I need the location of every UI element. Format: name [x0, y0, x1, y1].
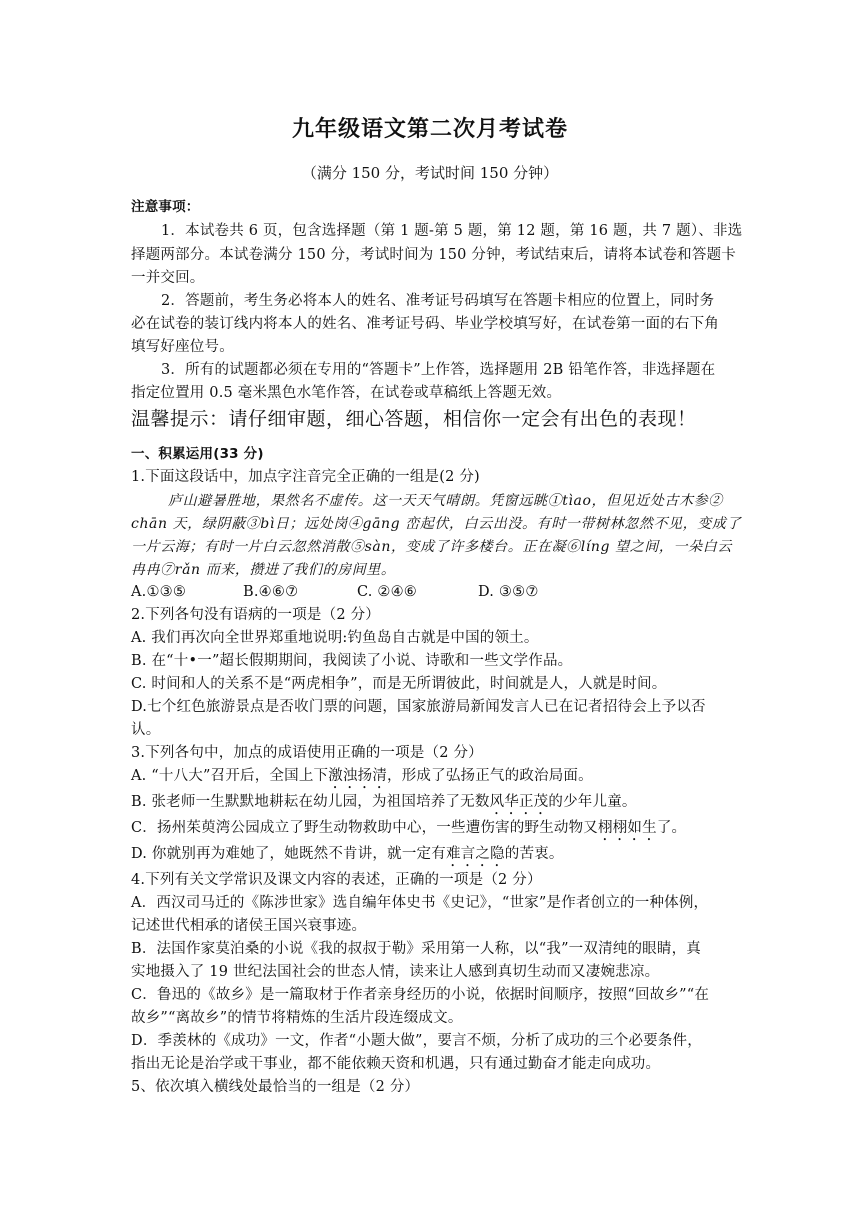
- notice-line: 择题两部分。本试卷满分 150 分，考试时间为 150 分钟，考试结束后，请将本试卷和答题卡: [131, 247, 736, 263]
- question-4-line: A．西汉司马迁的《陈涉世家》选自编年体史书《史记》，“世家”是作者创立的一种体例，: [131, 895, 709, 911]
- question-2-line: A. 我们再次向全世界郑重地说明:钓鱼岛自古就是中国的领土。: [131, 630, 539, 646]
- notice-line: 必在试卷的装订线内将本人的姓名、准考证号码、毕业学校填写好，在试卷第一面的右下角: [131, 316, 719, 332]
- passage-line: chān 天，绿阴蔽③bì日；远处岗④gāng 峦起伏，白云出没。有时一带树林忽然不见，变成了: [131, 516, 742, 532]
- question-4-line: 指出无论是治学或干事业，都不能依赖天资和机遇，只有通过勤奋才能走向成功。: [131, 1056, 661, 1072]
- emphasized-idiom: 栩栩如生: [598, 820, 657, 836]
- question-1-stem: 1.下面这段话中，加点字注音完全正确的一组是(2 分): [131, 469, 480, 485]
- question-5-stem: 5、依次填入横线处最恰当的一组是（2 分）: [131, 1079, 420, 1095]
- warm-tip: 温馨提示：请仔细审题，细心答题，相信你一定会有出色的表现！: [131, 408, 697, 430]
- passage-line: 冉冉⑦rǎn 而来，攒进了我们的房间里。: [131, 562, 396, 578]
- option-b: B.④⑥⑦: [243, 584, 299, 600]
- notice-line: 2．答题前，考生务必将本人的姓名、准考证号码填写在答题卡相应的位置上，同时务: [161, 293, 715, 309]
- question-3-stem: 3.下列各句中，加点的成语使用正确的一项是（2 分）: [131, 745, 483, 761]
- question-2-line: B. 在“十•一”超长假期期间，我阅读了小说、诗歌和一些文学作品。: [131, 653, 573, 669]
- question-4-line: 记述世代相承的诸侯王国兴衰事迹。: [131, 918, 367, 934]
- passage-line: 庐山避暑胜地，果然名不虚传。这一天天气晴朗。凭窗远眺①tìao，但见近处古木参②: [168, 493, 723, 509]
- section-heading: 一、积累运用(33 分): [131, 446, 264, 462]
- question-3-line: A. “十八大”召开后，全国上下激浊扬清，形成了弘扬正气的政治局面。: [131, 768, 593, 784]
- notice-line: 指定位置用 0.5 毫米黑色水笔作答，在试卷或草稿纸上答题无效。: [131, 385, 562, 401]
- question-4-stem: 4.下列有关文学常识及课文内容的表述，正确的一项是（2 分）: [131, 872, 542, 888]
- question-4-line: 故乡”“离故乡”的情节将精炼的生活片段连缀成文。: [131, 1010, 463, 1026]
- question-4-line: 实地摄入了 19 世纪法国社会的世态人情，读来让人感到真切生动而又凄婉悲凉。: [131, 964, 660, 980]
- question-4-line: D．季羡林的《成功》一文，作者“小题大做”，要言不烦，分析了成功的三个必要条件，: [131, 1033, 702, 1049]
- emphasized-idiom: 风华正茂: [489, 794, 549, 810]
- option-a: A.①③⑤: [131, 584, 187, 600]
- notice-line: 一并交回。: [131, 270, 205, 286]
- question-4-line: B．法国作家莫泊桑的小说《我的叔叔于勒》采用第一人称，以“我”一双清纯的眼睛，真: [131, 941, 701, 957]
- question-3-line: B. 张老师一生默默地耕耘在幼儿园，为祖国培养了无数风华正茂的少年儿童。: [131, 794, 637, 810]
- question-2-line: 认。: [131, 722, 161, 738]
- emphasized-idiom: 激浊扬清: [328, 768, 388, 784]
- page-subtitle: （满分 150 分，考试时间 150 分钟）: [301, 164, 559, 182]
- notice-line: 3．所有的试题都必须在专用的“答题卡”上作答，选择题用 2B 铅笔作答，非选择题在: [161, 362, 716, 378]
- question-4-line: C．鲁迅的《故乡》是一篇取材于作者亲身经历的小说，依据时间顺序，按照“回故乡”“在: [131, 987, 710, 1003]
- passage-line: 一片云海；有时一片白云忽然消散⑤sàn，变成了许多楼台。正在凝⑥líng 望之间，一朵白云: [131, 539, 732, 555]
- question-2-line: C. 时间和人的关系不是“两虎相争”，而是无所谓彼此，时间就是人，人就是时间。: [131, 676, 667, 692]
- question-2-stem: 2.下列各句没有语病的一项是（2 分）: [131, 607, 380, 623]
- notice-heading: 注意事项：: [131, 199, 200, 215]
- notice-line: 1．本试卷共 6 页，包含选择题（第 1 题-第 5 题，第 12 题，第 16 题，共 7 题）、非选: [161, 223, 743, 239]
- page-title: 九年级语文第二次月考试卷: [291, 117, 568, 142]
- question-3-line: C．扬州茱萸湾公园成立了野生动物救助中心，一些遭伤害的野生动物又栩栩如生了。: [131, 820, 687, 836]
- option-c: C. ②④⑥: [357, 584, 417, 600]
- question-3-line: D. 你就别再为难她了，她既然不肯讲，就一定有难言之隐的苦衷。: [131, 846, 564, 862]
- question-2-line: D.七个红色旅游景点是否收门票的问题，国家旅游局新闻发言人已在记者招待会上予以否: [131, 699, 706, 715]
- option-d: D. ③⑤⑦: [478, 584, 539, 600]
- notice-line: 填写好座位号。: [131, 339, 234, 355]
- emphasized-idiom: 难言之隐: [445, 846, 505, 862]
